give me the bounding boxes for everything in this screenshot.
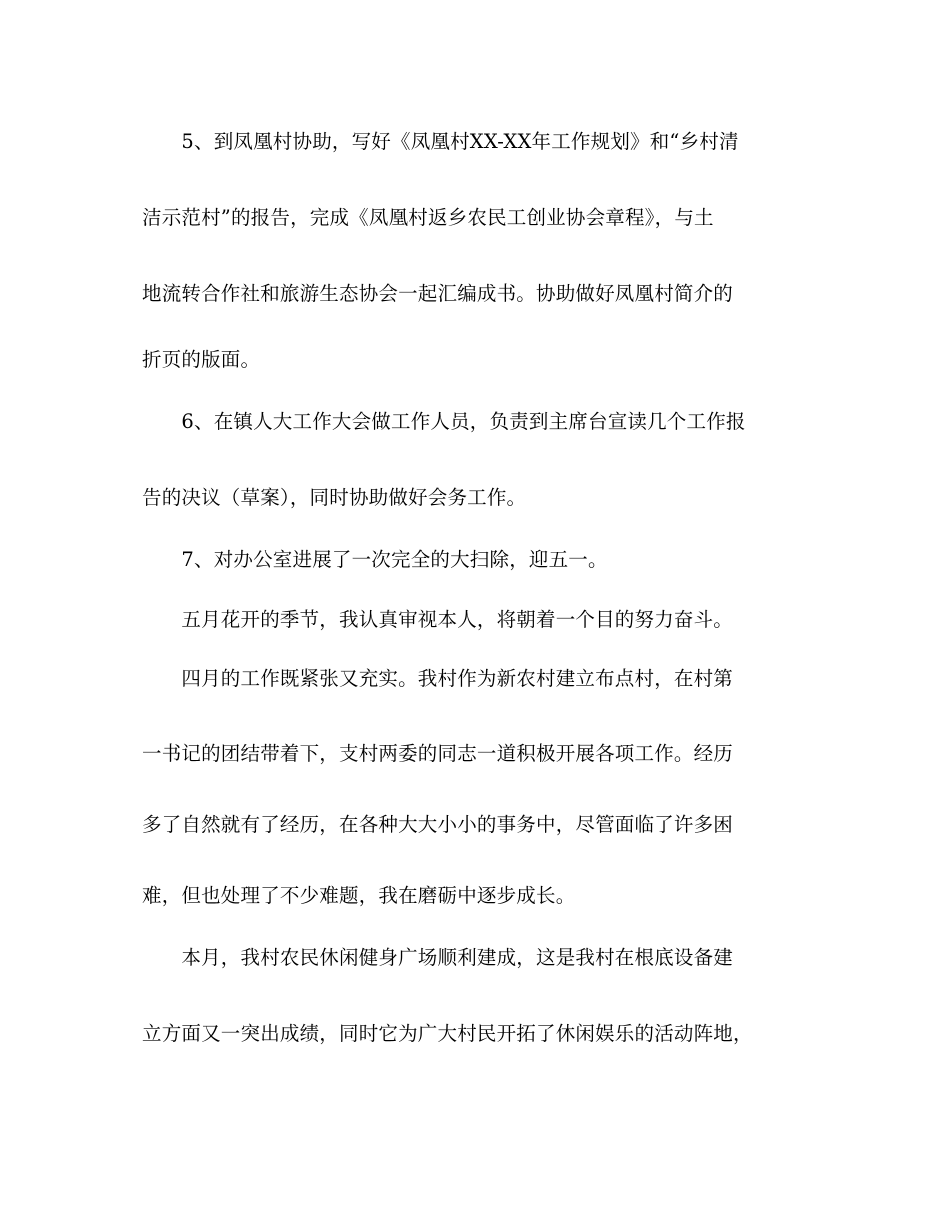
text-line: 难，但也处理了不少难题，我在磨砺中逐步成长。 bbox=[142, 884, 576, 907]
text-line: 五月花开的季节，我认真审视本人，将朝着一个目的努力奋斗。 bbox=[142, 608, 734, 631]
text-line: 地流转合作社和旅游生态协会一起汇编成书。协助做好凤凰村简介的 bbox=[142, 282, 734, 305]
text-line: 一书记的团结带着下，支村两委的同志一道积极开展各项工作。经历 bbox=[142, 742, 734, 765]
text-line: 四月的工作既紧张又充实。我村作为新农村建立布点村，在村第 bbox=[142, 667, 734, 690]
text-line: 洁示范村”的报告，完成《凤凰村返乡农民工创业协会章程》，与土 bbox=[142, 206, 714, 229]
text-line: 5、到凤凰村协助，写好《凤凰村XX-XX年工作规划》和“乡村清 bbox=[142, 130, 739, 153]
text-line: 7、对办公室进展了一次完全的大扫除，迎五一。 bbox=[142, 548, 608, 571]
text-line: 本月，我村农民休闲健身广场顺利建成，这是我村在根底设备建 bbox=[142, 946, 734, 969]
text-line: 立方面又一突出成绩，同时它为广大村民开拓了休闲娱乐的活动阵地， bbox=[142, 1022, 753, 1045]
text-line: 折页的版面。 bbox=[142, 348, 261, 371]
text-line: 告的决议（草案），同时协助做好会务工作。 bbox=[142, 486, 527, 509]
text-line: 6、在镇人大工作大会做工作人员，负责到主席台宣读几个工作报 bbox=[142, 410, 746, 433]
text-line: 多了自然就有了经历，在各种大大小小的事务中，尽管面临了许多困 bbox=[142, 813, 734, 836]
